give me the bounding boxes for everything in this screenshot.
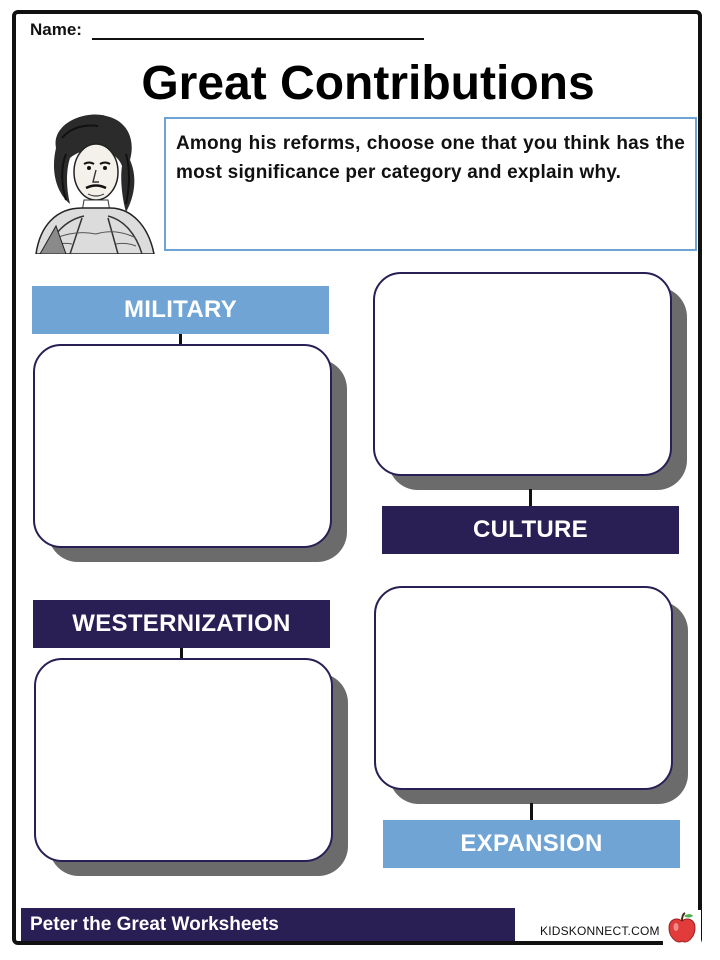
category-label-military: MILITARY [32, 286, 329, 334]
category-label-culture: CULTURE [382, 506, 679, 554]
page-title: Great Contributions [141, 57, 595, 110]
footer-title: Peter the Great Worksheets [30, 913, 279, 935]
answer-box-military[interactable] [33, 344, 332, 548]
brand-text: KIDSKONNECT.COM [540, 924, 660, 938]
connector-culture [529, 489, 532, 506]
answer-box-culture[interactable] [373, 272, 672, 476]
answer-box-expansion[interactable] [374, 586, 673, 790]
instructions-box: Among his reforms, choose one that you think has the most significance per category and explain why. [164, 117, 697, 251]
footer-title-bar [21, 908, 515, 941]
answer-box-westernization[interactable] [34, 658, 333, 862]
portrait-illustration [26, 108, 160, 254]
connector-expansion [530, 803, 533, 820]
apple-icon [663, 910, 701, 946]
category-label-expansion: EXPANSION [383, 820, 680, 868]
category-label-westernization: WESTERNIZATION [33, 600, 330, 648]
name-field[interactable] [92, 38, 424, 40]
name-label: Name: [30, 20, 82, 39]
